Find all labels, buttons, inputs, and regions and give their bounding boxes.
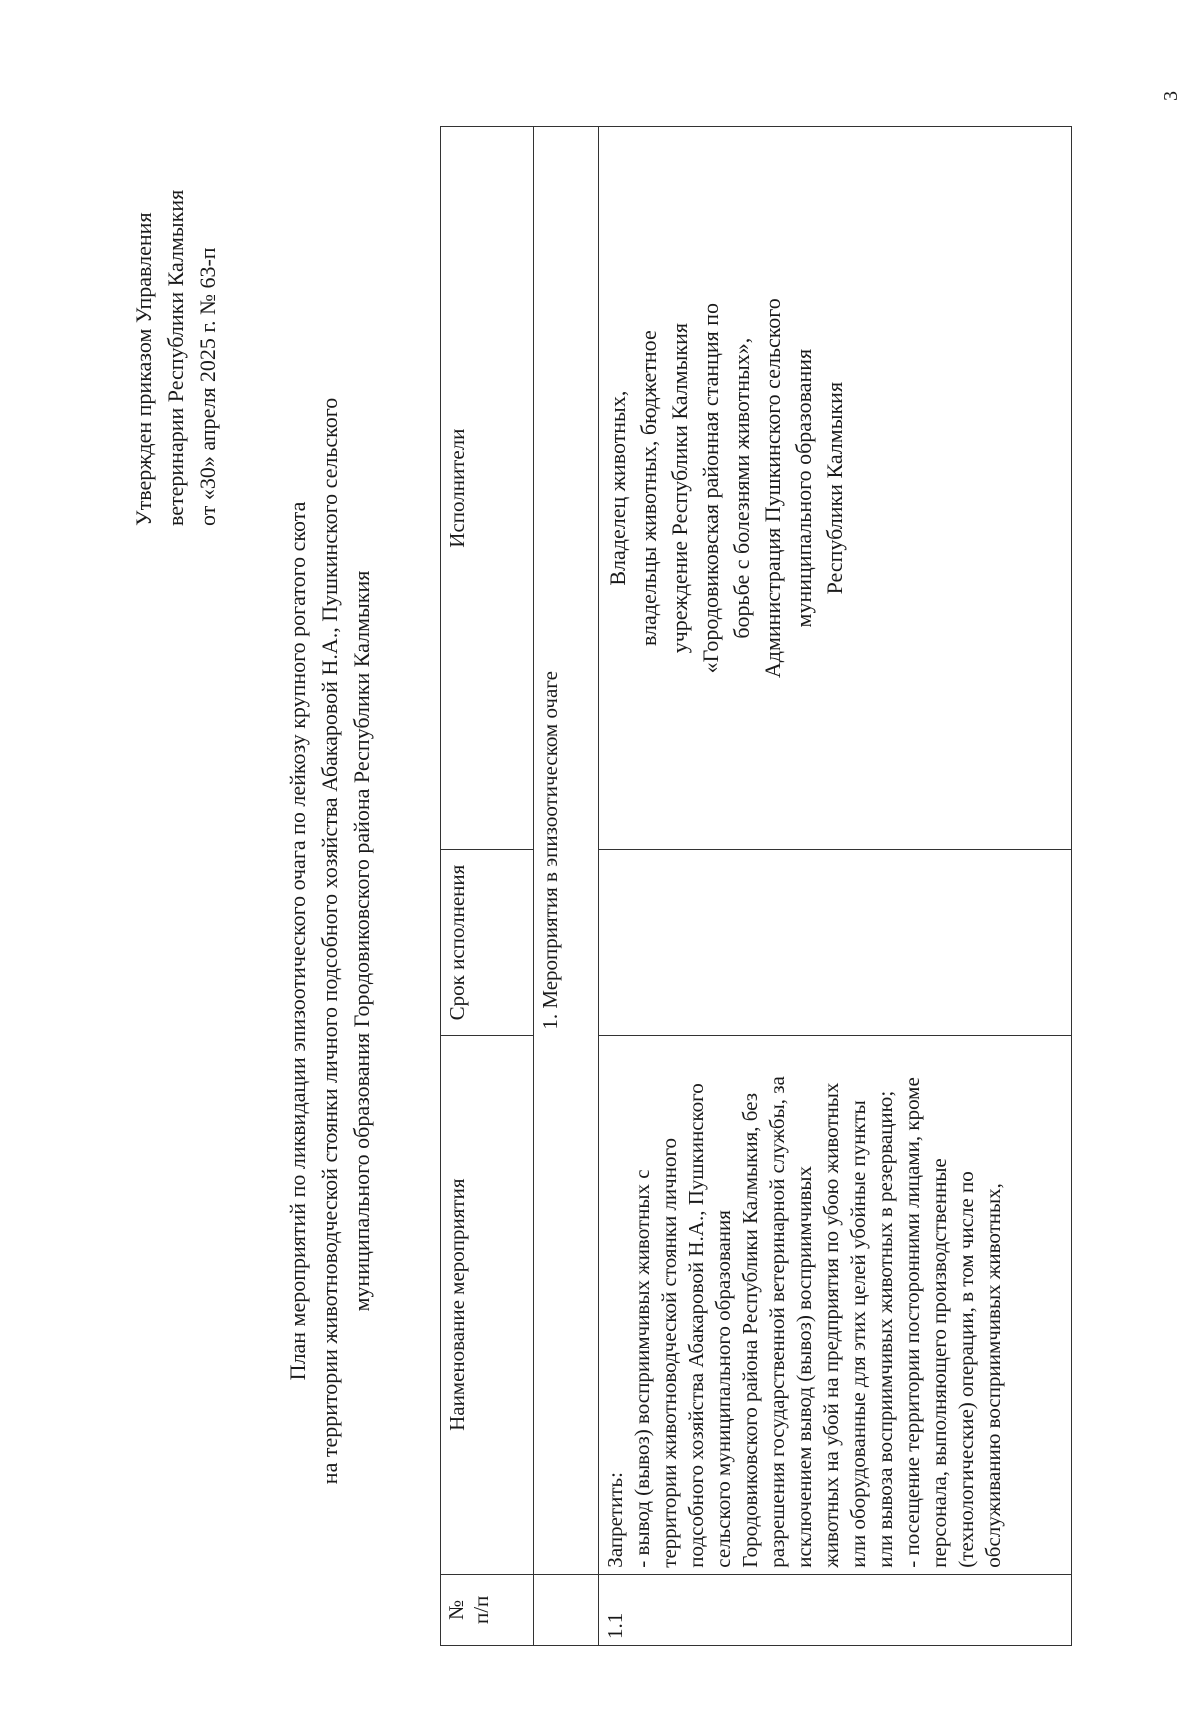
measure-line: или оборудованные для этих целей убойные пункты: [846, 1100, 870, 1568]
section-row: [534, 127, 599, 1646]
executor-line: владельцы животных, бюджетное: [636, 330, 661, 647]
measure-line: - посещение территории посторонними лицами, кроме: [900, 1077, 924, 1568]
measure-line: или вывоза восприимчивых животных в резервацию;: [873, 1090, 897, 1568]
measure-line: Запретить:: [603, 1472, 627, 1568]
title-line: на территории животноводческой стоянки личного подсобного хозяйства Абакаровой Н.А., Пушкинского сельского: [317, 397, 342, 1485]
document-title: [282, 291, 378, 1591]
executor-line: учреждение Республики Калмыкия: [667, 323, 692, 654]
section-title: Мероприятия в эпизоотическом очаге: [538, 671, 562, 1009]
header-number-sign: №: [444, 1599, 468, 1620]
measure-line: сельского муниципального образования: [711, 1210, 735, 1568]
measure-line: подсобного хозяйства Абакаровой Н.А., Пушкинского: [684, 1083, 708, 1568]
measure-line: животных на убой на предприятия по убою животных: [819, 1082, 843, 1568]
executor-line: «Городовиковская районная станция по: [698, 302, 723, 674]
table-header-row: [441, 127, 534, 1646]
approval-line: от «30» апреля 2025 г. № 63-п: [195, 247, 220, 526]
measure-cell: [599, 1035, 1072, 1574]
measure-line: персонала, выполняющего производственные: [927, 1158, 951, 1568]
approval-line: Утвержден приказом Управления: [131, 212, 156, 526]
executor-line: Республики Калмыкия: [822, 381, 847, 595]
measure-line: территории животноводческой стоянки личного: [657, 1137, 681, 1568]
table-row: [599, 127, 1072, 1646]
header-measure-name: Наименование мероприятия: [441, 1035, 534, 1574]
measure-line: исключением вывод (вывоз) восприимчивых: [792, 1165, 816, 1568]
executor-line: Владелец животных,: [605, 390, 630, 586]
header-number: [441, 1574, 534, 1645]
executor-line: муниципального образования: [791, 348, 816, 628]
measure-line: Городовиковского района Республики Калмыкия, без: [738, 1092, 762, 1568]
approval-block: [128, 106, 224, 526]
title-line: План мероприятий по ликвидации эпизоотического очага по лейкозу крупного рогатого скота: [285, 501, 310, 1381]
measure-line: - вывод (вывоз) восприимчивых животных с: [630, 1169, 654, 1568]
measure-line: обслуживанию восприимчивых животных,: [981, 1183, 1005, 1568]
measure-line: разрешения государственной ветеринарной службы, за: [765, 1076, 789, 1568]
header-executors: Исполнители: [441, 127, 534, 850]
measure-line: (технологические) операции, в том числе по: [954, 1171, 978, 1568]
section-number: 1.: [538, 1013, 562, 1030]
approval-line: ветеринарии Республики Калмыкия: [163, 189, 188, 526]
title-line: муниципального образования Городовиковского района Республики Калмыкия: [349, 570, 374, 1312]
measures-table: [440, 126, 1072, 1646]
page-number: 3: [1160, 91, 1182, 101]
executor-line: борьбе с болезнями животных»,: [729, 337, 754, 639]
header-deadline: Срок исполнения: [441, 850, 534, 1035]
deadline-cell: [599, 850, 1072, 1035]
row-number: 1.1: [599, 1574, 1072, 1645]
header-number-pp: п/п: [469, 1595, 493, 1625]
executor-line: Администрация Пушкинского сельского: [760, 298, 785, 679]
section-title-cell: [534, 127, 599, 1575]
section-empty-cell: [534, 1574, 599, 1645]
executors-cell: [599, 127, 1072, 850]
